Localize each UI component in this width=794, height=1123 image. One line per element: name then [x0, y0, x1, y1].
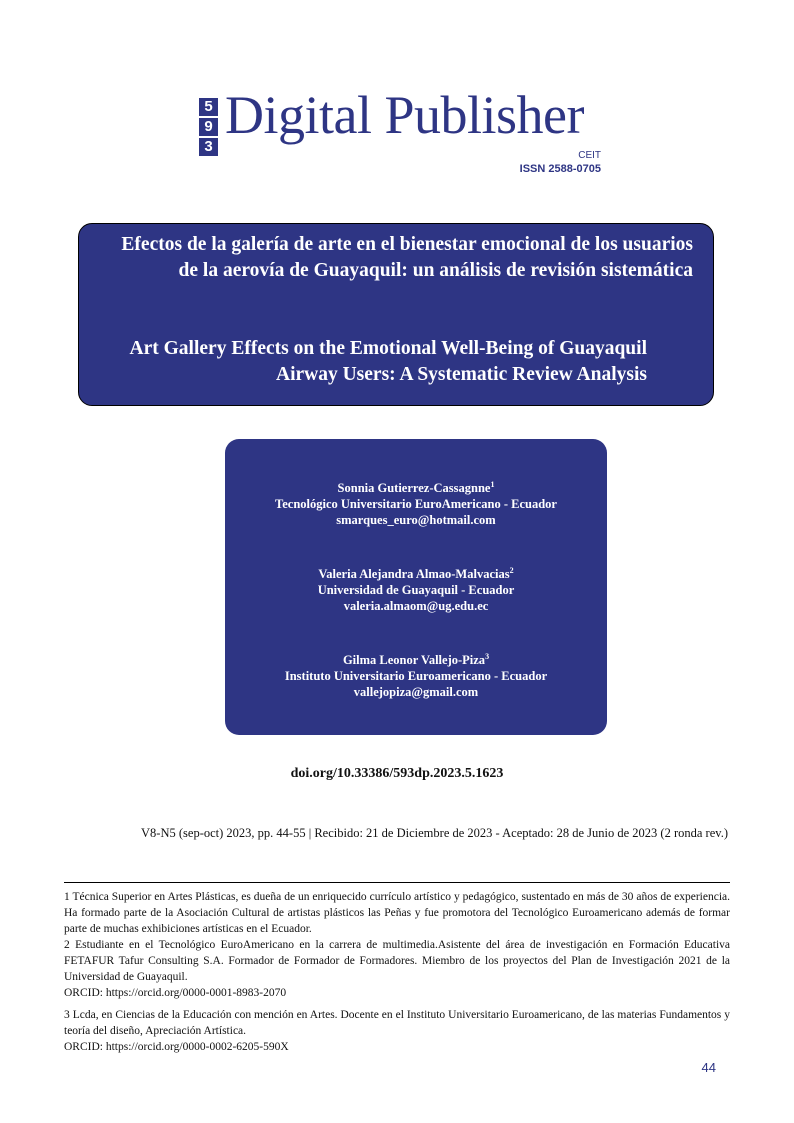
logo-digit: 3: [199, 138, 218, 156]
author-block: [225, 563, 607, 614]
footnote-1: 1 Técnica Superior en Artes Plásticas, es dueña de un enriquecido currículo artístico y pedagógico, sustentado en más de 30 años de experiencia. Ha formado parte de la Asociación Cultural de artistas plásticos las Peñas y fue promotora del Tecnológico Euroamericano además de formar parte de muchas exhibiciones artísticas en el Ecuador.: [64, 891, 730, 935]
doi-link[interactable]: doi.org/10.33386/593dp.2023.5.1623: [290, 766, 504, 781]
author-institution: Tecnológico Universitario EuroAmericano - Ecuador: [275, 497, 557, 512]
authors-box: [225, 439, 607, 735]
logo-ceit: CEIT: [578, 150, 601, 161]
footnote-3: 3 Lcda, en Ciencias de la Educación con mención en Artes. Docente en el Instituto Universitario Euroamericano, de las materias Fundamentos y teoría del diseño, Apreciación Artística.: [64, 1009, 730, 1037]
publication-details: V8-N5 (sep-oct) 2023, pp. 44-55 | Recibido: 21 de Diciembre de 2023 - Aceptado: 28 de Junio de 2023 (2 ronda rev.): [141, 826, 728, 840]
orcid-link[interactable]: ORCID: https://orcid.org/0000-0002-6205-590X: [64, 1041, 289, 1053]
author-block: [225, 477, 607, 528]
footnote-divider: [64, 882, 730, 883]
page-number: 44: [701, 1060, 716, 1075]
footnotes: [64, 889, 730, 1055]
author-name: Sonnia Gutierrez-Cassagnne$^1$: [337, 480, 495, 496]
logo-name: Digital Publisher: [225, 85, 584, 145]
author-email[interactable]: valeria.almaom@ug.edu.ec: [343, 599, 489, 614]
author-institution: Instituto Universitario Euroamericano - Ecuador: [284, 669, 548, 684]
issn-label: ISSN 2588-0705: [519, 163, 601, 175]
author-name: Valeria Alejandra Almao-Malvacias$^2$: [318, 566, 514, 582]
author-email[interactable]: vallejopiza@gmail.com: [353, 685, 479, 700]
title-box: [78, 223, 714, 406]
logo-digit: 9: [199, 118, 218, 136]
footnote-2: 2 Estudiante en el Tecnológico EuroAmericano en la carrera de multimedia.Asistente del área de investigación en Formación Educativa FETAFUR Tafur Consulting S.A. Formador de Formador de Formadores. Miembro de los proyectos del Plan de Investigación 2021 de la Universidad de Guayaquil.: [64, 939, 730, 983]
author-name: Gilma Leonor Vallejo-Piza$^3$: [342, 652, 490, 668]
journal-logo: [199, 85, 619, 180]
title-english: Art Gallery Effects on the Emotional Well-Being of Guayaquil Airway Users: A Systematic Review Analysis: [129, 338, 647, 385]
author-institution: Universidad de Guayaquil - Ecuador: [317, 583, 515, 598]
author-block: [225, 649, 607, 700]
orcid-link[interactable]: ORCID: https://orcid.org/0000-0001-8983-2070: [64, 987, 287, 999]
logo-digit: 5: [199, 98, 218, 116]
author-email[interactable]: smarques_euro@hotmail.com: [336, 513, 496, 528]
logo-number-593: [199, 98, 218, 158]
title-spanish: Efectos de la galería de arte en el bienestar emocional de los usuarios de la aerovía de Guayaquil: un análisis de revisión sistemática: [121, 234, 693, 281]
